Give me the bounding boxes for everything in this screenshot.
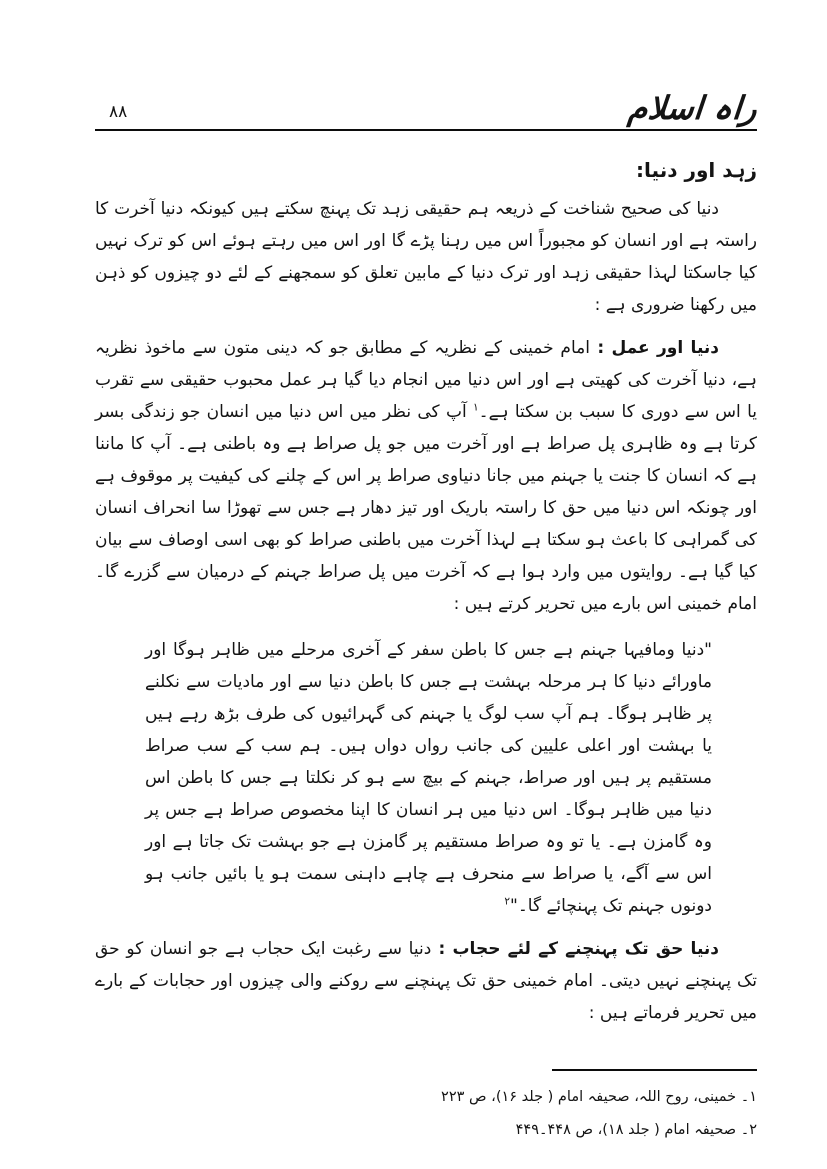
- footnote-separator: [552, 1069, 757, 1071]
- paragraph-text-after-marker: آپ کی نظر میں اس دنیا میں انسان جو زندگی بسر کرتا ہے وہ ظاہری پل صراط ہے اور آخرت میں جو پل صراط ہے وہ باطنی ہے۔ آپ کا ماننا ہے کہ انسان کا جنت یا جہنم میں جانا دنیاوی صراط پر اس کے چلنے کی کیفیت پر موقوف ہے اور چونکہ اس دنیا میں حق کا راستہ باریک اور تیز دھار ہے جس سے تھوڑا سا انحراف انسان کی گمراہی کا باعث ہو سکتا ہے لہذا آخرت میں باطنی صراط کو بھی اسی اوصاف سے بیان کیا گیا ہے۔ روایتوں میں وارد ہوا ہے کہ آخرت میں پل صراط جہنم کے درمیان سے گزرے گا۔ امام خمینی اس بارے میں تحریر کرتے ہیں :: [95, 402, 757, 614]
- header-rule: [95, 129, 757, 131]
- footnote-1: [111, 1081, 757, 1114]
- imam-khomeini-quote: [145, 634, 712, 922]
- magazine-title: راہ اسلام: [626, 89, 759, 127]
- quote-text: "دنیا ومافیہا جہنم ہے جس کا باطن سفر کے آخری مرحلے میں ظاہر ہوگا اور ماورائے دنیا کا ہر مرحلہ بہشت ہے جس کا باطن دنیا سے اور مادیات سے نکلنے پر ظاہر ہوگا۔ ہم آپ سب لوگ یا جہنم کی گہرائیوں کی طرف بڑھ رہے ہیں یا بہشت اور اعلی علیین کی جانب رواں دواں ہیں۔ ہم سب کے سب صراط مستقیم پر ہیں اور صراط، جہنم کے بیچ سے ہو کر نکلتا ہے جس کا باطن اس دنیا میں ظاہر ہوگا۔ اس دنیا میں ہر انسان کا اپنا مخصوص صراط ہے جس پر وہ گامزن ہے۔ یا تو وہ صراط مستقیم پر گامزن ہے جو بہشت تک جاتا ہے اور اس سے آگے، یا صراط سے منحرف ہے چاہے داہنی سمت ہو یا بائیں جانب ہو دونوں جہنم تک پہنچائے گا۔": [145, 640, 712, 916]
- footnote-2: [111, 1114, 757, 1147]
- paragraph-text: دنیا سے رغبت ایک حجاب ہے جو انسان کو حق تک پہنچنے نہیں دیتی۔ امام خمینی حق تک پہنچنے سے روکنے والی چیزوں اور حجابات کے بارے میں تحریر فرماتے ہیں :: [95, 939, 757, 1023]
- page-number: ۸۸: [109, 102, 128, 122]
- footnote-1-text: ۱۔ خمینی، روح اللہ، صحیفہ امام ( جلد ۱۶)، ص ۲۲۳: [441, 1089, 757, 1105]
- runin-heading-dunya-amal: دنیا اور عمل :: [589, 338, 719, 358]
- paragraph-intro: دنیا کی صحیح شناخت کے ذریعہ ہم حقیقی زہد تک پہنچ سکتے ہیں کیونکہ دنیا آخرت کا راستہ ہے اور انسان کو مجبوراً اس میں رہنا پڑے گا اور اس میں رہتے ہوئے اس کو ترک نہیں کیا جاسکتا لہذا حقیقی زہد اور ترک دنیا کے مابین تعلق کو سمجھنے کے لئے دو چیزوں کو ذہن میں رکھنا ضروری ہے :: [95, 199, 757, 315]
- page-header: [95, 89, 759, 127]
- paragraph-dunya-amal: [95, 332, 757, 620]
- footnote-ref-2: ۲: [504, 895, 511, 908]
- paragraph-text-before-marker: امام خمینی کے نظریہ کے مطابق جو کہ دینی متون سے ماخوذ نظریہ ہے، دنیا آخرت کی کھیتی ہے اور اس دنیا میں انجام دیا گیا ہر عمل محبوب حقیقی سے تقرب یا اس سے دوری کا سبب بن سکتا ہے۔: [95, 338, 757, 422]
- footnotes-section: [95, 1069, 757, 1147]
- runin-heading-hijab: دنیا حق تک پہنچنے کے لئے حجاب :: [431, 939, 719, 959]
- paragraph-hijab: [95, 933, 757, 1029]
- footnote-2-text: ۲۔ صحیفہ امام ( جلد ۱۸)، ص ۴۴۸۔۴۴۹: [515, 1122, 757, 1138]
- footnote-ref-1: ۱: [473, 401, 479, 414]
- section-heading-zuhd: زہد اور دنیا:: [636, 158, 757, 182]
